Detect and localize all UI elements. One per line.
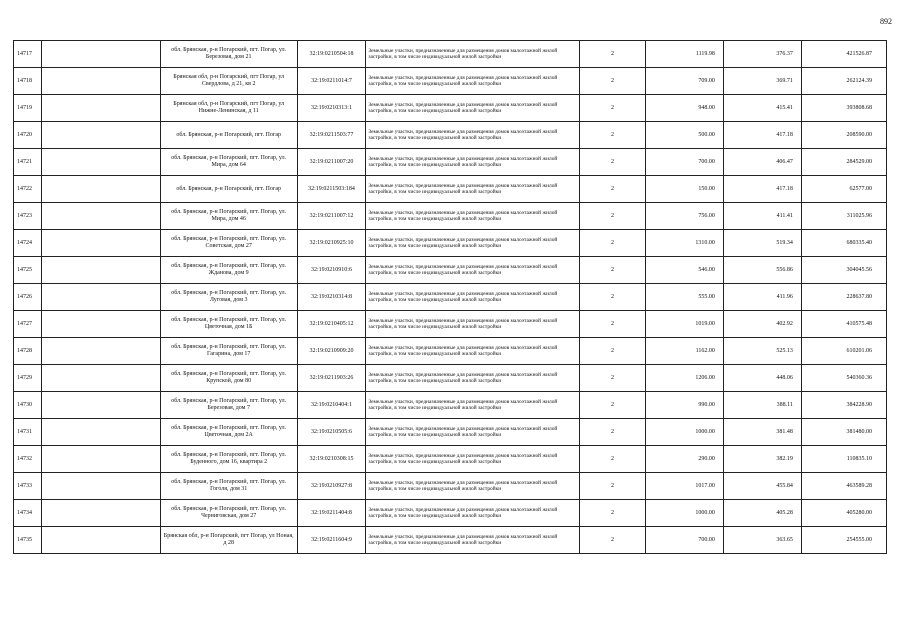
row-number-cell: 14724 <box>14 230 42 257</box>
group-cell: 2 <box>580 365 646 392</box>
cadastral-number-cell: 32:19:0210314:8 <box>297 284 366 311</box>
address-cell: обл. Брянская, р-н Погарский, пгт. Погар, ул. Крупской, дом 80 <box>160 365 297 392</box>
page-number: 892 <box>880 17 892 26</box>
specific-value-cell: 402.92 <box>723 311 801 338</box>
empty-cell <box>42 527 160 554</box>
row-number-cell: 14729 <box>14 365 42 392</box>
permitted-use-cell: Земельные участки, предназначенные для размещения домов малоэтажной жилой застройки, в том числе индивидуальной жилой застройки <box>366 203 580 230</box>
empty-cell <box>42 95 160 122</box>
row-number-cell: 14718 <box>14 68 42 95</box>
empty-cell <box>42 41 160 68</box>
group-cell: 2 <box>580 41 646 68</box>
cadastral-value-cell: 405280.00 <box>801 500 886 527</box>
cadastral-value-cell: 393808.68 <box>801 95 886 122</box>
permitted-use-cell: Земельные участки, предназначенные для размещения домов малоэтажной жилой застройки, в том числе индивидуальной жилой застройки <box>366 68 580 95</box>
group-cell: 2 <box>580 473 646 500</box>
row-number-cell: 14731 <box>14 419 42 446</box>
row-number-cell: 14722 <box>14 176 42 203</box>
address-cell: Брянская обл, р-н Погарский, пгт Погар, ул Нижне-Ленинская, д 11 <box>160 95 297 122</box>
area-cell: 555.00 <box>645 284 723 311</box>
group-cell: 2 <box>580 176 646 203</box>
address-cell: обл. Брянская, р-н Погарский, пгт. Погар, ул. Березовая, дом 7 <box>160 392 297 419</box>
empty-cell <box>42 419 160 446</box>
cadastral-number-cell: 32:19:0210405:12 <box>297 311 366 338</box>
cadastral-number-cell: 32:19:0211903:26 <box>297 365 366 392</box>
permitted-use-cell: Земельные участки, предназначенные для размещения домов малоэтажной жилой застройки, в том числе индивидуальной жилой застройки <box>366 365 580 392</box>
cadastral-number-cell: 32:19:0211503:184 <box>297 176 366 203</box>
table-row <box>14 419 887 446</box>
specific-value-cell: 411.96 <box>723 284 801 311</box>
cadastral-number-cell: 32:19:0210404:1 <box>297 392 366 419</box>
permitted-use-cell: Земельные участки, предназначенные для размещения домов малоэтажной жилой застройки, в том числе индивидуальной жилой застройки <box>366 311 580 338</box>
row-number-cell: 14730 <box>14 392 42 419</box>
cadastral-value-cell: 284529.00 <box>801 149 886 176</box>
table-row <box>14 311 887 338</box>
cadastral-number-cell: 32:19:0210909:20 <box>297 338 366 365</box>
table-row <box>14 95 887 122</box>
specific-value-cell: 519.34 <box>723 230 801 257</box>
area-cell: 546.00 <box>645 257 723 284</box>
area-cell: 1000.00 <box>645 500 723 527</box>
address-cell: обл. Брянская, р-н Погарский, пгт. Погар, ул. Березовая, дом 21 <box>160 41 297 68</box>
cadastral-number-cell: 32:19:0211404:8 <box>297 500 366 527</box>
empty-cell <box>42 338 160 365</box>
area-cell: 500.00 <box>645 122 723 149</box>
group-cell: 2 <box>580 527 646 554</box>
cadastral-value-cell: 262124.39 <box>801 68 886 95</box>
row-number-cell: 14726 <box>14 284 42 311</box>
address-cell: обл. Брянская, р-н Погарский, пгт. Погар <box>160 176 297 203</box>
row-number-cell: 14728 <box>14 338 42 365</box>
group-cell: 2 <box>580 311 646 338</box>
permitted-use-cell: Земельные участки, предназначенные для размещения домов малоэтажной жилой застройки, в том числе индивидуальной жилой застройки <box>366 95 580 122</box>
empty-cell <box>42 203 160 230</box>
row-number-cell: 14721 <box>14 149 42 176</box>
area-cell: 700.00 <box>645 149 723 176</box>
specific-value-cell: 369.71 <box>723 68 801 95</box>
empty-cell <box>42 500 160 527</box>
permitted-use-cell: Земельные участки, предназначенные для размещения домов малоэтажной жилой застройки, в том числе индивидуальной жилой застройки <box>366 419 580 446</box>
group-cell: 2 <box>580 338 646 365</box>
cadastral-number-cell: 32:19:0211014:7 <box>297 68 366 95</box>
permitted-use-cell: Земельные участки, предназначенные для размещения домов малоэтажной жилой застройки, в том числе индивидуальной жилой застройки <box>366 446 580 473</box>
address-cell: обл. Брянская, р-н Погарский, пгт. Погар, ул. Гоголя, дом 31 <box>160 473 297 500</box>
group-cell: 2 <box>580 257 646 284</box>
group-cell: 2 <box>580 203 646 230</box>
row-number-cell: 14733 <box>14 473 42 500</box>
cadastral-value-cell: 110835.10 <box>801 446 886 473</box>
empty-cell <box>42 284 160 311</box>
specific-value-cell: 417.18 <box>723 176 801 203</box>
cadastral-value-cell: 228637.80 <box>801 284 886 311</box>
cadastral-value-cell: 62577.00 <box>801 176 886 203</box>
row-number-cell: 14732 <box>14 446 42 473</box>
address-cell: обл. Брянская, р-н Погарский, пгт. Погар, ул. Цветочная, дом 2А <box>160 419 297 446</box>
address-cell: обл. Брянская, р-н Погарский, пгт. Погар, ул. Советская, дом 27 <box>160 230 297 257</box>
empty-cell <box>42 68 160 95</box>
table-row <box>14 500 887 527</box>
group-cell: 2 <box>580 392 646 419</box>
permitted-use-cell: Земельные участки, предназначенные для размещения домов малоэтажной жилой застройки, в том числе индивидуальной жилой застройки <box>366 230 580 257</box>
table-row <box>14 203 887 230</box>
group-cell: 2 <box>580 284 646 311</box>
table-row <box>14 176 887 203</box>
address-cell: обл. Брянская, р-н Погарский, пгт. Погар, ул. Мира, дом 46 <box>160 203 297 230</box>
area-cell: 1017.00 <box>645 473 723 500</box>
permitted-use-cell: Земельные участки, предназначенные для размещения домов малоэтажной жилой застройки, в том числе индивидуальной жилой застройки <box>366 527 580 554</box>
address-cell: обл. Брянская, р-н Погарский, пгт. Погар, ул. Черниговская, дом 27 <box>160 500 297 527</box>
address-cell: обл. Брянская, р-н Погарский, пгт. Погар, ул. Жданова, дом 9 <box>160 257 297 284</box>
area-cell: 290.00 <box>645 446 723 473</box>
permitted-use-cell: Земельные участки, предназначенные для размещения домов малоэтажной жилой застройки, в том числе индивидуальной жилой застройки <box>366 257 580 284</box>
row-number-cell: 14717 <box>14 41 42 68</box>
specific-value-cell: 388.11 <box>723 392 801 419</box>
area-cell: 700.00 <box>645 527 723 554</box>
specific-value-cell: 376.37 <box>723 41 801 68</box>
empty-cell <box>42 473 160 500</box>
table-row <box>14 473 887 500</box>
specific-value-cell: 382.19 <box>723 446 801 473</box>
permitted-use-cell: Земельные участки, предназначенные для размещения домов малоэтажной жилой застройки, в том числе индивидуальной жилой застройки <box>366 122 580 149</box>
specific-value-cell: 556.86 <box>723 257 801 284</box>
area-cell: 948.00 <box>645 95 723 122</box>
cadastral-value-cell: 311025.96 <box>801 203 886 230</box>
cadastral-number-cell: 32:19:0210308:15 <box>297 446 366 473</box>
table-row <box>14 122 887 149</box>
group-cell: 2 <box>580 68 646 95</box>
table-row <box>14 338 887 365</box>
row-number-cell: 14735 <box>14 527 42 554</box>
address-cell: обл. Брянская, р-н Погарский, пгт. Погар, ул. Цветочная, дом 1Б <box>160 311 297 338</box>
table-row <box>14 392 887 419</box>
specific-value-cell: 415.41 <box>723 95 801 122</box>
table-row <box>14 68 887 95</box>
table-row <box>14 284 887 311</box>
group-cell: 2 <box>580 500 646 527</box>
address-cell: обл. Брянская, р-н Погарский, пгт. Погар, ул. Буденного, дом 16, квартира 2 <box>160 446 297 473</box>
cadastral-number-cell: 32:19:0210505:6 <box>297 419 366 446</box>
cadastral-number-cell: 32:19:0210910:6 <box>297 257 366 284</box>
empty-cell <box>42 176 160 203</box>
cadastral-value-cell: 304045.56 <box>801 257 886 284</box>
cadastral-number-cell: 32:19:0211007:12 <box>297 203 366 230</box>
empty-cell <box>42 446 160 473</box>
area-cell: 1206.00 <box>645 365 723 392</box>
permitted-use-cell: Земельные участки, предназначенные для размещения домов малоэтажной жилой застройки, в том числе индивидуальной жилой застройки <box>366 41 580 68</box>
cadastral-value-cell: 540360.36 <box>801 365 886 392</box>
group-cell: 2 <box>580 419 646 446</box>
empty-cell <box>42 311 160 338</box>
specific-value-cell: 406.47 <box>723 149 801 176</box>
specific-value-cell: 417.18 <box>723 122 801 149</box>
permitted-use-cell: Земельные участки, предназначенные для размещения домов малоэтажной жилой застройки, в том числе индивидуальной жилой застройки <box>366 473 580 500</box>
empty-cell <box>42 230 160 257</box>
row-number-cell: 14719 <box>14 95 42 122</box>
group-cell: 2 <box>580 446 646 473</box>
specific-value-cell: 411.41 <box>723 203 801 230</box>
empty-cell <box>42 257 160 284</box>
row-number-cell: 14720 <box>14 122 42 149</box>
specific-value-cell: 455.84 <box>723 473 801 500</box>
cadastral-number-cell: 32:19:0210925:10 <box>297 230 366 257</box>
table-row <box>14 446 887 473</box>
cadastral-number-cell: 32:19:0211503:77 <box>297 122 366 149</box>
cadastral-value-table <box>13 40 887 554</box>
address-cell: обл. Брянская, р-н Погарский, пгт. Погар, ул. Мира, дом 64 <box>160 149 297 176</box>
cadastral-value-cell: 410575.48 <box>801 311 886 338</box>
group-cell: 2 <box>580 149 646 176</box>
empty-cell <box>42 122 160 149</box>
cadastral-number-cell: 32:19:0210927:8 <box>297 473 366 500</box>
table-row <box>14 149 887 176</box>
row-number-cell: 14723 <box>14 203 42 230</box>
cadastral-value-cell: 463589.28 <box>801 473 886 500</box>
cadastral-value-cell: 208590.00 <box>801 122 886 149</box>
cadastral-number-cell: 32:19:0210313:1 <box>297 95 366 122</box>
row-number-cell: 14734 <box>14 500 42 527</box>
area-cell: 756.00 <box>645 203 723 230</box>
address-cell: обл. Брянская, р-н Погарский, пгт. Погар, ул. Луговая, дом 3 <box>160 284 297 311</box>
address-cell: обл. Брянская, р-н Погарский, пгт. Погар <box>160 122 297 149</box>
table-row <box>14 230 887 257</box>
table-row <box>14 41 887 68</box>
permitted-use-cell: Земельные участки, предназначенные для размещения домов малоэтажной жилой застройки, в том числе индивидуальной жилой застройки <box>366 176 580 203</box>
area-cell: 990.00 <box>645 392 723 419</box>
empty-cell <box>42 392 160 419</box>
area-cell: 150.00 <box>645 176 723 203</box>
permitted-use-cell: Земельные участки, предназначенные для размещения домов малоэтажной жилой застройки, в том числе индивидуальной жилой застройки <box>366 149 580 176</box>
cadastral-value-cell: 381480.00 <box>801 419 886 446</box>
cadastral-value-cell: 421526.87 <box>801 41 886 68</box>
area-cell: 1119.98 <box>645 41 723 68</box>
row-number-cell: 14725 <box>14 257 42 284</box>
address-cell: Брянская обл, р-н Погарский, пгт Погар, ул Свердлова, д 21, кв 2 <box>160 68 297 95</box>
empty-cell <box>42 365 160 392</box>
group-cell: 2 <box>580 122 646 149</box>
group-cell: 2 <box>580 95 646 122</box>
area-cell: 1310.00 <box>645 230 723 257</box>
specific-value-cell: 381.48 <box>723 419 801 446</box>
cadastral-value-cell: 610201.06 <box>801 338 886 365</box>
specific-value-cell: 363.65 <box>723 527 801 554</box>
address-cell: Брянская обл, р-н Погарский, пгт Погар, ул Ноная, д 28 <box>160 527 297 554</box>
area-cell: 709.00 <box>645 68 723 95</box>
specific-value-cell: 525.13 <box>723 338 801 365</box>
cadastral-number-cell: 32:19:0211007:20 <box>297 149 366 176</box>
specific-value-cell: 405.28 <box>723 500 801 527</box>
table-row <box>14 257 887 284</box>
area-cell: 1000.00 <box>645 419 723 446</box>
area-cell: 1162.00 <box>645 338 723 365</box>
specific-value-cell: 448.06 <box>723 365 801 392</box>
permitted-use-cell: Земельные участки, предназначенные для размещения домов малоэтажной жилой застройки, в том числе индивидуальной жилой застройки <box>366 392 580 419</box>
cadastral-number-cell: 32:19:0211604:9 <box>297 527 366 554</box>
permitted-use-cell: Земельные участки, предназначенные для размещения домов малоэтажной жилой застройки, в том числе индивидуальной жилой застройки <box>366 338 580 365</box>
cadastral-value-cell: 254555.00 <box>801 527 886 554</box>
cadastral-number-cell: 32:19:0210504:18 <box>297 41 366 68</box>
cadastral-value-cell: 680335.40 <box>801 230 886 257</box>
table-row <box>14 365 887 392</box>
permitted-use-cell: Земельные участки, предназначенные для размещения домов малоэтажной жилой застройки, в том числе индивидуальной жилой застройки <box>366 500 580 527</box>
table-body <box>14 41 887 554</box>
permitted-use-cell: Земельные участки, предназначенные для размещения домов малоэтажной жилой застройки, в том числе индивидуальной жилой застройки <box>366 284 580 311</box>
table-row <box>14 527 887 554</box>
cadastral-value-cell: 384228.90 <box>801 392 886 419</box>
area-cell: 1019.00 <box>645 311 723 338</box>
group-cell: 2 <box>580 230 646 257</box>
address-cell: обл. Брянская, р-н Погарский, пгт. Погар, ул. Гагарина, дом 17 <box>160 338 297 365</box>
row-number-cell: 14727 <box>14 311 42 338</box>
empty-cell <box>42 149 160 176</box>
